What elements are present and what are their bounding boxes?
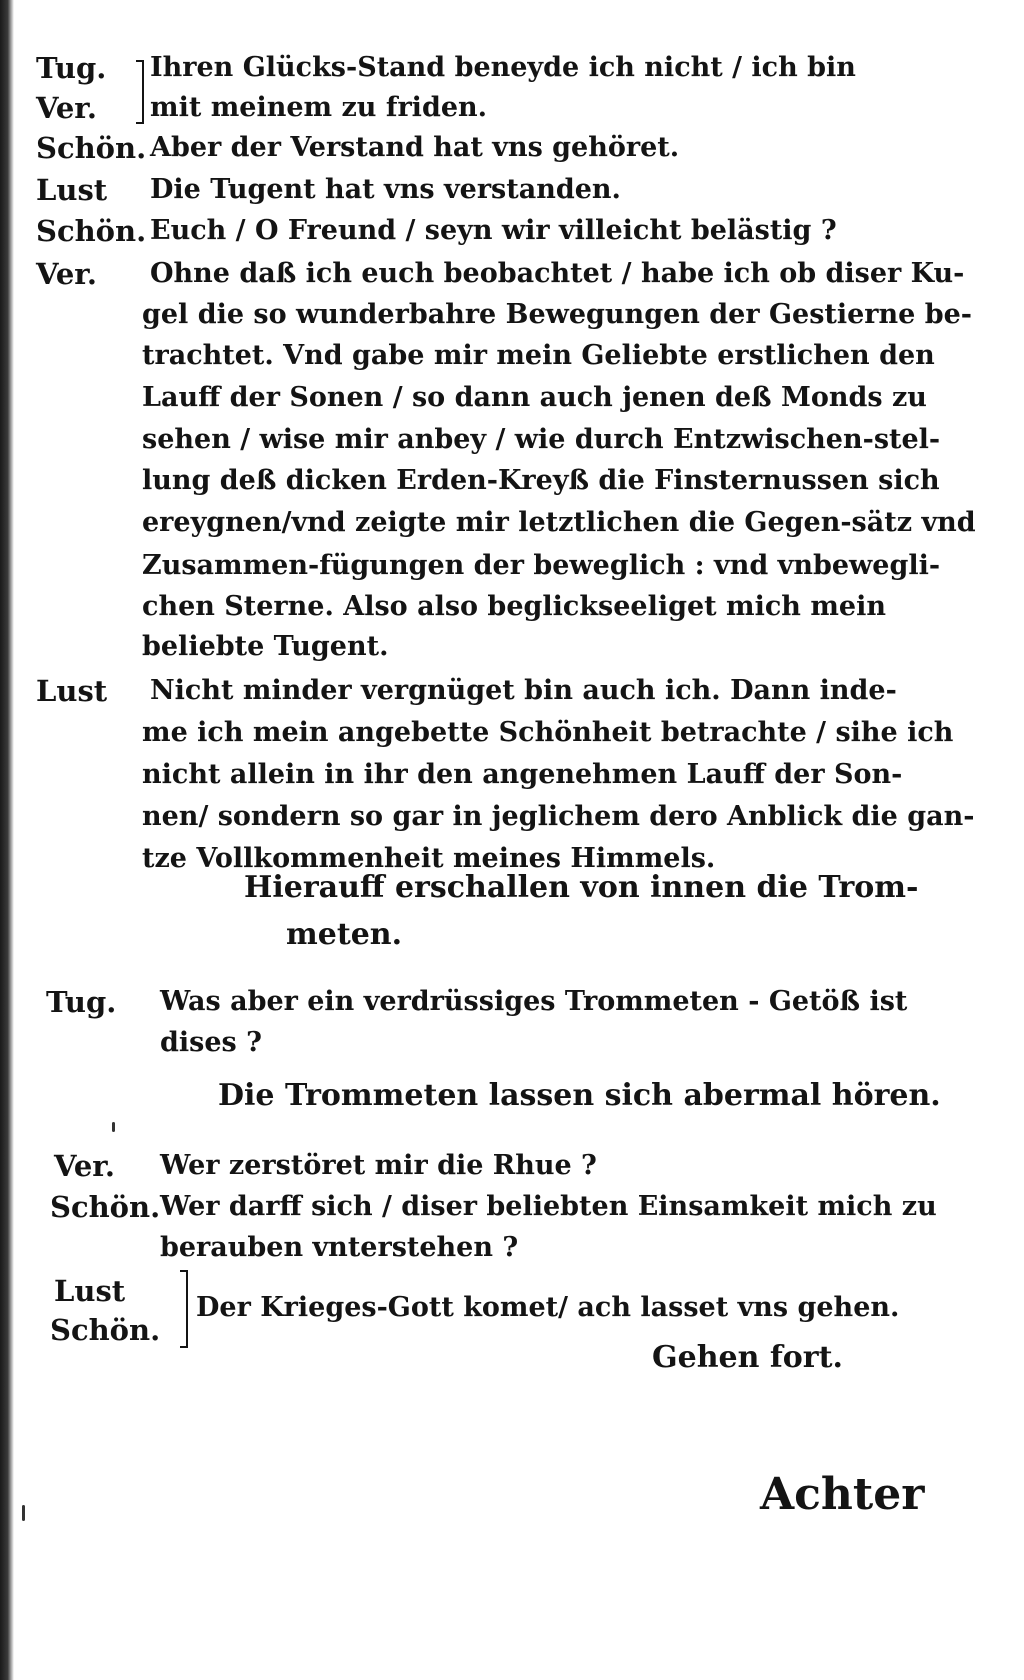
speech-line [0, 546, 1024, 586]
speech-line [0, 211, 1024, 251]
speech-line [0, 1228, 1024, 1268]
speaker-label: Ver. [54, 1149, 116, 1183]
speaker-label: Lust [36, 674, 108, 708]
speech-line [0, 295, 1024, 335]
speech-line [0, 503, 1024, 543]
speaker-label: Ver. [36, 91, 98, 125]
speech-line [0, 88, 1024, 128]
speech-line [0, 1023, 1024, 1063]
speaker-label: Schön. [50, 1313, 161, 1347]
speaker-label: Ver. [36, 257, 98, 291]
speech-line [0, 982, 1024, 1022]
speech-line [0, 461, 1024, 501]
speech-text: mit meinem zu friden. [150, 92, 488, 123]
stage-direction: Hierauff erschallen von innen die Trom- [244, 870, 919, 905]
speech-text: Was aber ein verdrüssiges Trommeten - Getöß ist [160, 986, 908, 1017]
stage-direction: Die Trommeten lassen sich abermal hören. [218, 1078, 941, 1113]
speech-text: trachtet. Vnd gabe mir mein Geliebte erstlichen den [142, 340, 935, 371]
speech-text: Ihren Glücks-Stand beneyde ich nicht / ich bin [150, 52, 856, 83]
speech-line [0, 713, 1024, 753]
speech-text: Euch / O Freund / seyn wir villeicht belästig ? [150, 215, 837, 246]
speech-line [0, 627, 1024, 667]
speech-line [0, 378, 1024, 418]
speaker-label: Schön. [36, 131, 147, 165]
stage-direction: meten. [286, 917, 403, 952]
speech-text: ereygnen/vnd zeigte mir letztlichen die Gegen-sätz vnd [142, 507, 976, 538]
speech-text: Wer zerstöret mir die Rhue ? [160, 1150, 597, 1181]
speaker-label: Lust [36, 173, 108, 207]
speech-text: beliebte Tugent. [142, 631, 389, 662]
speech-line [0, 128, 1024, 168]
speech-text: lung deß dicken Erden-Kreyß die Finsternussen sich [142, 465, 940, 496]
speech-text: Zusammen-fügungen der beweglich : vnd vnbewegli- [142, 550, 941, 581]
speech-text: tze Vollkommenheit meines Himmels. [142, 843, 716, 874]
speaker-label: Tug. [46, 985, 117, 1019]
speaker-label: Lust [54, 1274, 126, 1308]
speech-text: berauben vnterstehen ? [160, 1232, 519, 1263]
speech-text: sehen / wise mir anbey / wie durch Entzwischen-stel- [142, 424, 941, 455]
speech-line [0, 48, 1024, 88]
speech-line [0, 1187, 1024, 1227]
speech-line [0, 587, 1024, 627]
speech-line [0, 420, 1024, 460]
speech-line [0, 1146, 1024, 1186]
speech-text: Nicht minder vergnüget bin auch ich. Dann inde- [150, 675, 897, 706]
speech-text: gel die so wunderbahre Bewegungen der Gestierne be- [142, 299, 972, 330]
speech-line [0, 671, 1024, 711]
speech-text: dises ? [160, 1027, 262, 1058]
speech-line [0, 170, 1024, 210]
speech-text: nicht allein in ihr den angenehmen Lauff der Son- [142, 759, 903, 790]
speech-text: Die Tugent hat vns verstanden. [150, 174, 621, 205]
speech-line [0, 336, 1024, 376]
speaker-label: Schön. [36, 214, 147, 248]
speech-text: Ohne daß ich euch beobachtet / habe ich ob diser Ku- [150, 258, 965, 289]
speech-line [0, 254, 1024, 294]
ink-speck [112, 1122, 115, 1132]
speech-text: Der Krieges-Gott komet/ ach lasset vns gehen. [196, 1292, 900, 1323]
speech-line [0, 797, 1024, 837]
speaker-label: Tug. [36, 51, 107, 85]
speaker-label: Schön. [50, 1190, 161, 1224]
speech-text: me ich mein angebette Schönheit betrachte / sihe ich [142, 717, 954, 748]
speech-line [0, 1288, 1024, 1328]
speech-text: nen/ sondern so gar in jeglichem dero Anblick die gan- [142, 801, 975, 832]
speech-text: chen Sterne. Also also beglickseeliget mich mein [142, 591, 886, 622]
speech-text: Wer darff sich / diser beliebten Einsamkeit mich zu [160, 1191, 937, 1222]
catchword: Achter [760, 1469, 925, 1520]
speech-text: Aber der Verstand hat vns gehöret. [150, 132, 680, 163]
speech-text: Lauff der Sonen / so dann auch jenen deß Monds zu [142, 382, 927, 413]
speech-line [0, 755, 1024, 795]
ink-speck [22, 1505, 25, 1521]
speaker-bracket [136, 60, 144, 124]
stage-direction: Gehen fort. [652, 1340, 843, 1375]
